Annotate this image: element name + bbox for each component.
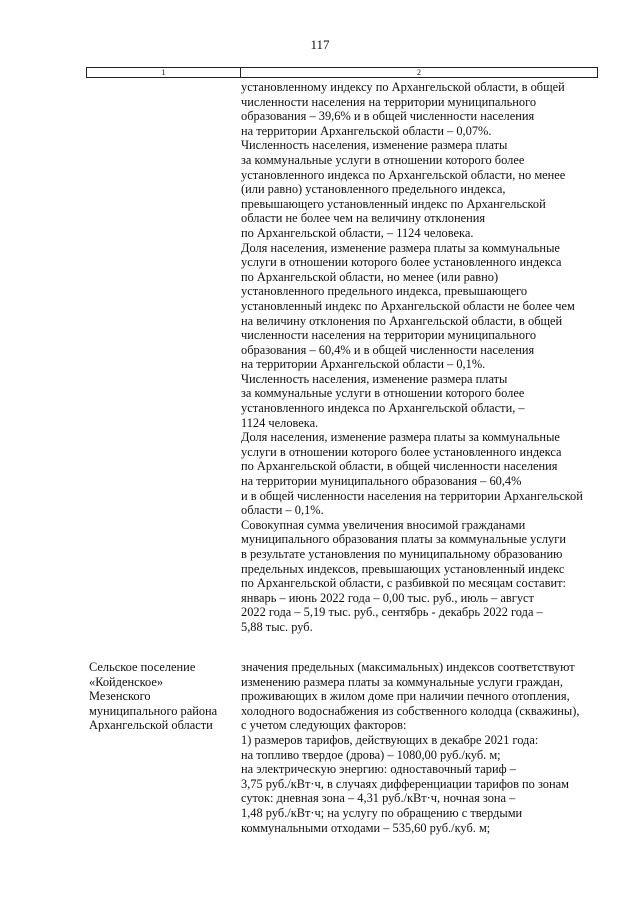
text-line: численности населения на территории муниципального (241, 94, 537, 109)
text-line: услуги в отношении которого более установленного индекса (241, 444, 562, 459)
text-line: установленного индекса по Архангельской области, но менее (241, 167, 566, 182)
municipality-name (89, 660, 237, 733)
text-line: установленному индексу по Архангельской области, в общей (241, 80, 565, 94)
text-line: 1,48 руб./кВт·ч; на услугу по обращению с твердыми (241, 805, 523, 820)
text-line: 5,88 тыс. руб. (241, 619, 313, 634)
text-line: области не более чем на величину отклонения (241, 211, 486, 226)
page-number: 117 (310, 37, 330, 52)
municipality-line: Сельское поселение (89, 660, 196, 674)
text-line: 3,75 руб./кВт·ч, в случаях дифференциации тарифов по зонам (241, 776, 569, 791)
text-line: муниципального образования платы за коммунальные услуги (241, 532, 566, 547)
text-line: за коммунальные услуги в отношении которого более (241, 386, 525, 401)
text-line: и в общей численности населения на территории Архангельской (241, 488, 583, 503)
table-header-row (86, 67, 598, 78)
text-line: на величину отклонения по Архангельской области, в общей (241, 313, 563, 328)
text-line: на территории Архангельской области – 0,1%. (241, 357, 486, 372)
text-line: Доля населения, изменение размера платы за коммунальные (241, 240, 560, 255)
text-line: области – 0,1%. (241, 503, 324, 518)
text-line: по Архангельской области, с разбивкой по месяцам составит: (241, 576, 566, 591)
text-line: на электрическую энергию: одноставочный тариф – (241, 762, 516, 777)
table-header-col-1: 1 (87, 68, 241, 77)
text-line: услуги в отношении которого более установленного индекса (241, 255, 562, 270)
text-line: превышающего установленный индекс по Архангельской (241, 196, 546, 211)
text-line: установленный индекс по Архангельской области не более чем (241, 298, 575, 313)
municipality-line: муниципального района (89, 703, 218, 718)
tariff-description (241, 660, 606, 835)
text-line: январь – июнь 2022 года – 0,00 тыс. руб., июль – август (241, 590, 534, 605)
text-line: на территории муниципального образования – 60,4% (241, 474, 522, 489)
text-line: Совокупная сумма увеличения вносимой гражданами (241, 517, 526, 532)
text-line: по Архангельской области, в общей численности населения (241, 459, 558, 474)
text-line: на топливо твердое (дрова) – 1080,00 руб./куб. м; (241, 747, 501, 762)
text-line: 2022 года – 5,19 тыс. руб., сентябрь - декабрь 2022 года – (241, 605, 543, 620)
text-line: Численность населения, изменение размера платы (241, 138, 508, 153)
text-line: по Архангельской области, но менее (или равно) (241, 269, 499, 284)
text-line: (или равно) установленного предельного индекса, (241, 182, 506, 197)
text-line: на территории Архангельской области – 0,07%. (241, 123, 492, 138)
text-line: по Архангельской области, – 1124 человека. (241, 225, 474, 240)
text-line: установленного индекса по Архангельской области, – (241, 401, 525, 416)
municipality-line: Архангельской области (89, 718, 213, 733)
municipality-line: «Койденское» (89, 674, 164, 689)
text-line: проживающих в жилом доме при наличии печного отопления, (241, 689, 570, 704)
text-line: установленного предельного индекса, превышающего (241, 284, 528, 299)
text-line: Доля населения, изменение размера платы за коммунальные (241, 430, 560, 445)
text-line: с учетом следующих факторов: (241, 718, 407, 733)
text-line: холодного водоснабжения из собственного колодца (скважины), (241, 703, 580, 718)
text-line: коммунальными отходами – 535,60 руб./куб. м; (241, 820, 491, 835)
text-line: предельных индексов, превышающих установленный индекс (241, 561, 565, 576)
text-line: в результате установления по муниципальному образованию (241, 547, 563, 561)
text-line: суток: дневная зона – 4,31 руб./кВт·ч, ночная зона – (241, 791, 516, 806)
text-line: численности населения на территории муниципального (241, 328, 537, 343)
text-line: 1) размеров тарифов, действующих в декабре 2021 года: (241, 732, 539, 747)
text-line: образования – 39,6% и в общей численности населения (241, 109, 535, 124)
text-line: изменению размера платы за коммунальные услуги граждан, (241, 674, 563, 689)
table-header-col-2: 2 (417, 68, 421, 77)
text-line: 1124 человека. (241, 415, 319, 430)
municipality-line: Мезенского (89, 689, 151, 704)
text-line: значения предельных (максимальных) индексов соответствуют (241, 660, 575, 674)
text-line: образования – 60,4% и в общей численности населения (241, 342, 535, 357)
text-line: за коммунальные услуги в отношении которого более (241, 152, 525, 167)
continuation-text (241, 80, 606, 635)
text-line: Численность населения, изменение размера платы (241, 371, 508, 386)
